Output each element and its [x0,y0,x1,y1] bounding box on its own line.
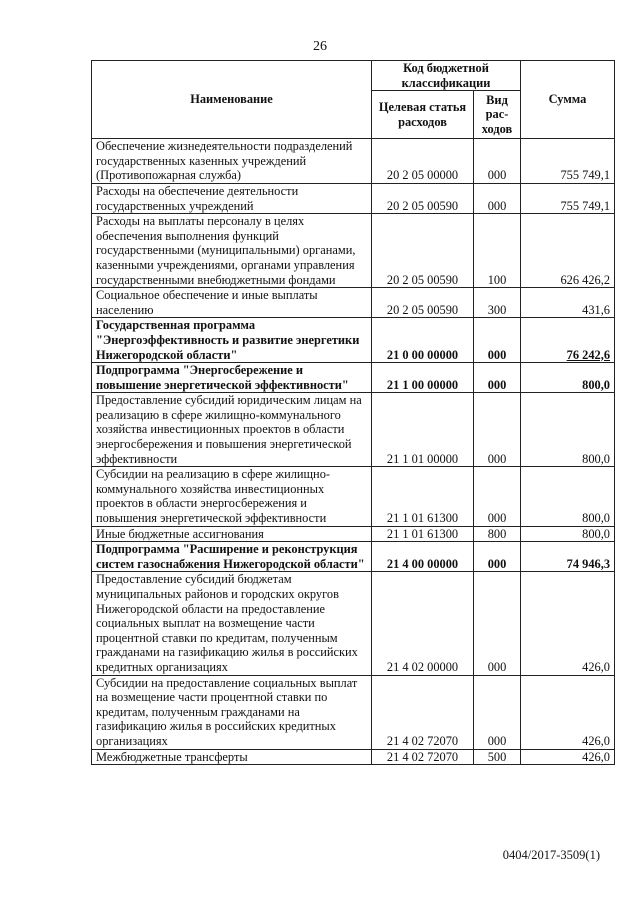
table-row [92,526,615,542]
row-name: Расходы на выплаты персоналу в целях обеспечения выполнения функций государственными (муниципальными) органами, казенными учреждениями, органами управления государственными внебюджетными фондами [92,214,372,288]
row-expense-type: 000 [474,542,521,572]
row-sum: 800,0 [521,393,615,467]
row-sum: 426,0 [521,749,615,765]
row-sum: 74 946,3 [521,542,615,572]
header-type: Вид рас-ходов [474,91,521,139]
table-row [92,675,615,749]
row-name: Предоставление субсидий юридическим лицам на реализацию в сфере жилищно-коммунального хозяйства инвестиционных проектов в области энергосбережения и повышения энергетической эффективности [92,393,372,467]
row-sum: 800,0 [521,526,615,542]
row-name: Подпрограмма "Энергосбережение и повышение энергетической эффективности" [92,363,372,393]
table-row [92,393,615,467]
row-expense-type: 000 [474,139,521,184]
document-code: 0404/2017-3509(1) [502,848,600,862]
row-expense-type: 000 [474,675,521,749]
row-sum: 426,0 [521,572,615,675]
row-name: Межбюджетные трансферты [92,749,372,765]
row-target-code: 20 2 05 00590 [372,288,474,318]
table-row [92,183,615,213]
header-target: Целевая статья расходов [372,91,474,139]
table-row [92,288,615,318]
row-sum: 800,0 [521,467,615,526]
row-target-code: 21 1 01 00000 [372,393,474,467]
row-expense-type: 300 [474,288,521,318]
header-code-group: Код бюджетной классификации [372,61,521,91]
row-expense-type: 000 [474,183,521,213]
row-expense-type: 000 [474,572,521,675]
row-expense-type: 000 [474,467,521,526]
row-name: Государственная программа "Энергоэффективность и развитие энергетики Нижегородской области" [92,318,372,363]
row-name: Обеспечение жизнедеятельности подразделений государственных казенных учреждений (Противопожарная служба) [92,139,372,184]
row-target-code: 21 4 02 72070 [372,675,474,749]
row-target-code: 21 1 00 00000 [372,363,474,393]
row-expense-type: 000 [474,363,521,393]
row-target-code: 20 2 05 00590 [372,183,474,213]
row-sum: 626 426,2 [521,214,615,288]
row-target-code: 21 4 02 72070 [372,749,474,765]
table-body [92,139,615,765]
table-row [92,139,615,184]
row-name: Субсидии на предоставление социальных выплат на возмещение части процентной ставки по кредитам, полученным гражданами на газификацию жилья в российских кредитных организациях [92,675,372,749]
table-header [92,61,615,139]
row-name: Иные бюджетные ассигнования [92,526,372,542]
header-sum: Сумма [521,61,615,139]
row-name: Социальное обеспечение и иные выплаты населению [92,288,372,318]
row-name: Предоставление субсидий бюджетам муниципальных районов и городских округов Нижегородской области на предоставление социальных выплат на возмещение части процентной ставки по кредитам, полученным гражданами на газификацию жилья в российских кредитных организациях [92,572,372,675]
row-target-code: 20 2 05 00590 [372,214,474,288]
row-expense-type: 000 [474,318,521,363]
header-name: Наименование [92,61,372,139]
row-target-code: 21 1 01 61300 [372,526,474,542]
table-row [92,749,615,765]
row-name: Подпрограмма "Расширение и реконструкция систем газоснабжения Нижегородской области" [92,542,372,572]
table-row [92,572,615,675]
row-name: Субсидии на реализацию в сфере жилищно-коммунального хозяйства инвестиционных проектов в области энергосбережения и повышения энергетической эффективности [92,467,372,526]
budget-table [91,60,615,765]
row-sum: 76 242,6 [521,318,615,363]
row-sum: 755 749,1 [521,139,615,184]
row-expense-type: 800 [474,526,521,542]
page-number: 26 [313,39,327,54]
table-row [92,467,615,526]
row-target-code: 20 2 05 00000 [372,139,474,184]
row-sum: 755 749,1 [521,183,615,213]
table-row [92,542,615,572]
row-sum: 800,0 [521,363,615,393]
table-row [92,214,615,288]
row-name: Расходы на обеспечение деятельности государственных учреждений [92,183,372,213]
table-row [92,363,615,393]
row-target-code: 21 1 01 61300 [372,467,474,526]
table-row [92,318,615,363]
row-target-code: 21 0 00 00000 [372,318,474,363]
row-expense-type: 100 [474,214,521,288]
row-sum: 431,6 [521,288,615,318]
row-expense-type: 500 [474,749,521,765]
row-expense-type: 000 [474,393,521,467]
row-sum: 426,0 [521,675,615,749]
row-target-code: 21 4 02 00000 [372,572,474,675]
row-target-code: 21 4 00 00000 [372,542,474,572]
